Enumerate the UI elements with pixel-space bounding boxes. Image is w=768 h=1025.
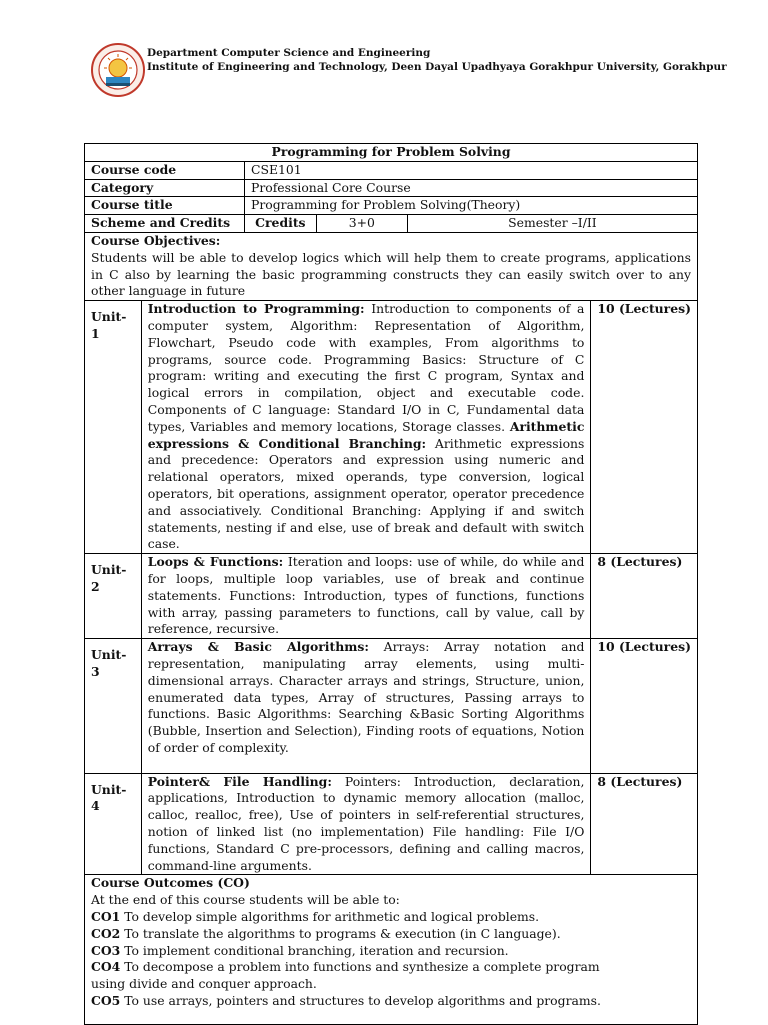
outcome-item (91, 943, 691, 960)
department-name: Department Computer Science and Engineering (147, 47, 431, 59)
institute-name: Institute of Engineering and Technology, Deen Dayal Upadhyaya Gorakhpur University, Gorakhpur (147, 61, 727, 73)
course-title-label: Course title (85, 197, 245, 215)
unit-content (141, 773, 591, 875)
outcome-item (91, 909, 691, 926)
lecture-count: 8 (Lectures) (591, 773, 698, 875)
document-header (90, 42, 730, 102)
semester-value: Semester –I/II (407, 215, 697, 233)
outcome-item (91, 926, 691, 943)
course-title-row (85, 197, 698, 215)
course-code-row (85, 161, 698, 179)
objectives-text: Students will be able to develop logics which will help them to create programs, applications in C also by learning the basic programming constructs they can easily switch over to any other language in future (91, 249, 691, 299)
credits-label: Credits (245, 215, 317, 233)
unit-label: Unit-2 (85, 554, 142, 639)
unit-content (141, 554, 591, 639)
outcome-code: CO3 (91, 942, 121, 958)
outcome-text: To decompose a problem into functions and synthesize a complete program using divide and conquer approach. (91, 959, 600, 992)
unit-content (141, 639, 591, 774)
category-value: Professional Core Course (245, 179, 698, 197)
outcome-code: CO2 (91, 925, 121, 941)
scheme-row (85, 215, 698, 233)
unit-topic-text: Arithmetic expressions and precedence: Operators and expression using numeric and relational operators, mixed operands, type conversion, logical operators, bit operations, assignment operator, operator precedence and associatively. Conditional Branching: Applying if and switch statements, nesting if and else, use of break and default with switch case. (147, 435, 585, 552)
objectives-heading: Course Objectives: (91, 232, 221, 248)
unit-label: Unit-3 (85, 639, 142, 774)
lecture-count: 10 (Lectures) (591, 639, 698, 774)
outcome-code: CO4 (91, 959, 121, 975)
credits-value: 3+0 (316, 215, 407, 233)
unit-topic-heading: Arithmetic expressions & Conditional Branching: (147, 418, 585, 451)
syllabus-table (84, 143, 698, 1025)
unit-label: Unit-4 (85, 773, 142, 875)
unit-content (141, 301, 591, 554)
unit-topic-heading: Arrays & Basic Algorithms: (147, 639, 369, 655)
outcomes-intro: At the end of this course students will be able to: (91, 892, 400, 908)
unit-topic-heading: Loops & Functions: (147, 554, 284, 570)
title-row (85, 144, 698, 162)
objectives-row (85, 232, 698, 300)
outcomes-cell (85, 875, 698, 1024)
outcome-text: To translate the algorithms to programs & execution (in C language). (120, 925, 561, 941)
unit-topic-text: Iteration and loops: use of while, do while and for loops, multiple loop variables, use of break and continue statements. Functions: Introduction, types of functions, functions with array, passing parameters to functions, call by value, call by reference, recursive. (147, 554, 585, 637)
outcomes-heading: Course Outcomes (CO) (91, 875, 250, 891)
outcome-text: To use arrays, pointers and structures to develop algorithms and programs. (120, 993, 601, 1009)
unit-topic-text: Arrays: Array notation and representation, manipulating array elements, using multi-dimensional arrays. Character arrays and strings, Structure, union, enumerated data types, Array of structures, Passing arrays to functions. Basic Algorithms: Searching &Basic Sorting Algorithms (Bubble, Insertion and Selection), Finding roots of equations, Notion of order of complexity. (147, 639, 585, 755)
course-code-label: Course code (85, 161, 245, 179)
outcome-text: To develop simple algorithms for arithmetic and logical problems. (120, 909, 540, 925)
course-title-value: Programming for Problem Solving(Theory) (245, 197, 698, 215)
unit-row (85, 554, 698, 639)
unit-row (85, 301, 698, 554)
unit-topic-heading: Pointer& File Handling: (147, 773, 332, 789)
outcomes-row (85, 875, 698, 1024)
unit-row (85, 773, 698, 875)
unit-label: Unit-1 (85, 301, 142, 554)
unit-topic-heading: Introduction to Programming: (147, 301, 365, 317)
category-label: Category (85, 179, 245, 197)
course-heading: Programming for Problem Solving (85, 144, 698, 162)
outcome-text: To implement conditional branching, iteration and recursion. (120, 942, 509, 958)
unit-topic-text: Introduction to components of a computer system, Algorithm: Representation of Algorithm, Flowchart, Pseudo code with examples, From algorithms to programs, source code. Programming Basics: Structure of C program: writing and executing the first C program, Syntax and logical errors in compilation, object and executable code. Components of C language: Standard I/O in C, Fundamental data types, Variables and memory locations, Storage classes. (147, 301, 585, 434)
objectives-cell (85, 232, 698, 300)
lecture-count: 10 (Lectures) (591, 301, 698, 554)
unit-topic-text: Pointers: Introduction, declaration, applications, Introduction to dynamic memory allocation (malloc, calloc, realloc, free), Use of pointers in self-referential structures, notion of linked list (no implementation) File handling: File I/O functions, Standard C pre-processors, defining and calling macros, command-line arguments. (147, 773, 585, 873)
scheme-label: Scheme and Credits (85, 215, 245, 233)
header-text (147, 46, 727, 74)
unit-row (85, 639, 698, 774)
outcome-item (91, 959, 691, 993)
university-logo (90, 42, 146, 98)
outcome-item (91, 993, 691, 1010)
outcome-code: CO5 (91, 993, 121, 1009)
course-code-value: CSE101 (245, 161, 698, 179)
category-row (85, 179, 698, 197)
outcome-code: CO1 (91, 909, 121, 925)
lecture-count: 8 (Lectures) (591, 554, 698, 639)
